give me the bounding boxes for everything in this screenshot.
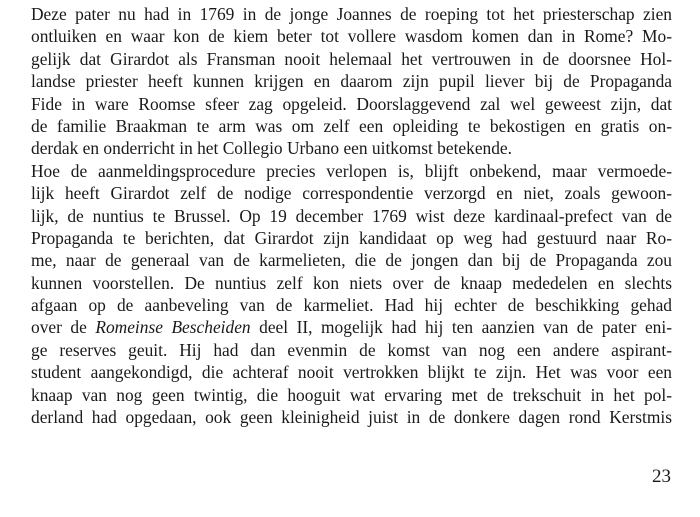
text-line: Hoe de aanmeldingsprocedure precies verlopen is, blijft onbekend, maar vermoede- — [31, 160, 672, 181]
text-line: Fide in ware Roomse sfeer zag opgeleid. Doorslaggevend zal wel geweest zijn, dat — [31, 93, 672, 114]
citation-title: Romeinse Bescheiden — [95, 317, 251, 338]
text-line: gelijk dat Girardot als Fransman nooit helemaal het vertrouwen in de doorsnee Hol- — [31, 48, 672, 69]
text-line: derland had opgedaan, ook geen kleinigheid juist in de donkere dagen rond Kerstmis — [31, 407, 672, 428]
text-line: de familie Braakman te arm was om zelf een opleiding te bekostigen en gratis on- — [31, 115, 672, 136]
page-number: 23 — [652, 466, 671, 487]
text-line: lijk, de nuntius te Brussel. Op 19 december 1769 wist deze kardinaal-prefect van de — [31, 205, 672, 226]
text-line: student aangekondigd, die achteraf nooit vertrokken blijkt te zijn. Het was voor een — [31, 362, 672, 383]
text-line: knaap van nog geen twintig, die hooguit wat ervaring met de trekschuit in het pol- — [31, 384, 672, 405]
text-line: kunnen voorstellen. De nuntius zelf kon niets over de knaap mededelen en slechts — [31, 272, 672, 293]
text-line: derdak en onderricht in het Collegio Urbano een uitkomst betekende. — [31, 138, 512, 159]
text-line: ge reserves geuit. Hij had dan evenmin de komst van nog een andere aspirant- — [31, 339, 672, 360]
body-text — [31, 3, 672, 428]
text-line: ontluiken en waar kon de kiem beter tot vollere wasdom komen dan in Rome? Mo- — [31, 26, 672, 47]
text-fragment: over de — [31, 317, 96, 338]
text-line: afgaan op de aanbeveling van de karmeliet. Had hij echter de beschikking gehad — [31, 295, 672, 316]
text-line: landse priester heeft kunnen krijgen en daarom zijn pupil liever bij de Propaganda — [31, 71, 672, 92]
paragraph-2 — [31, 160, 672, 429]
text-line: Deze pater nu had in 1769 in de jonge Joannes de roeping tot het priesterschap zien — [31, 4, 672, 24]
paragraph-1 — [31, 3, 672, 160]
text-line: me, naar de generaal van de karmelieten, die de jongen dan bij de Propaganda zou — [31, 250, 672, 271]
text-line: Propaganda te berichten, dat Girardot zijn kandidaat op weg had gestuurd naar Ro- — [31, 227, 672, 248]
text-fragment: deel II, mogelijk had hij ten aanzien van de pater eni- — [250, 317, 672, 338]
text-line-with-citation — [31, 316, 672, 338]
text-line: lijk heeft Girardot zelf de nodige correspondentie verzorgd en niet, zoals gewoon- — [31, 183, 672, 204]
